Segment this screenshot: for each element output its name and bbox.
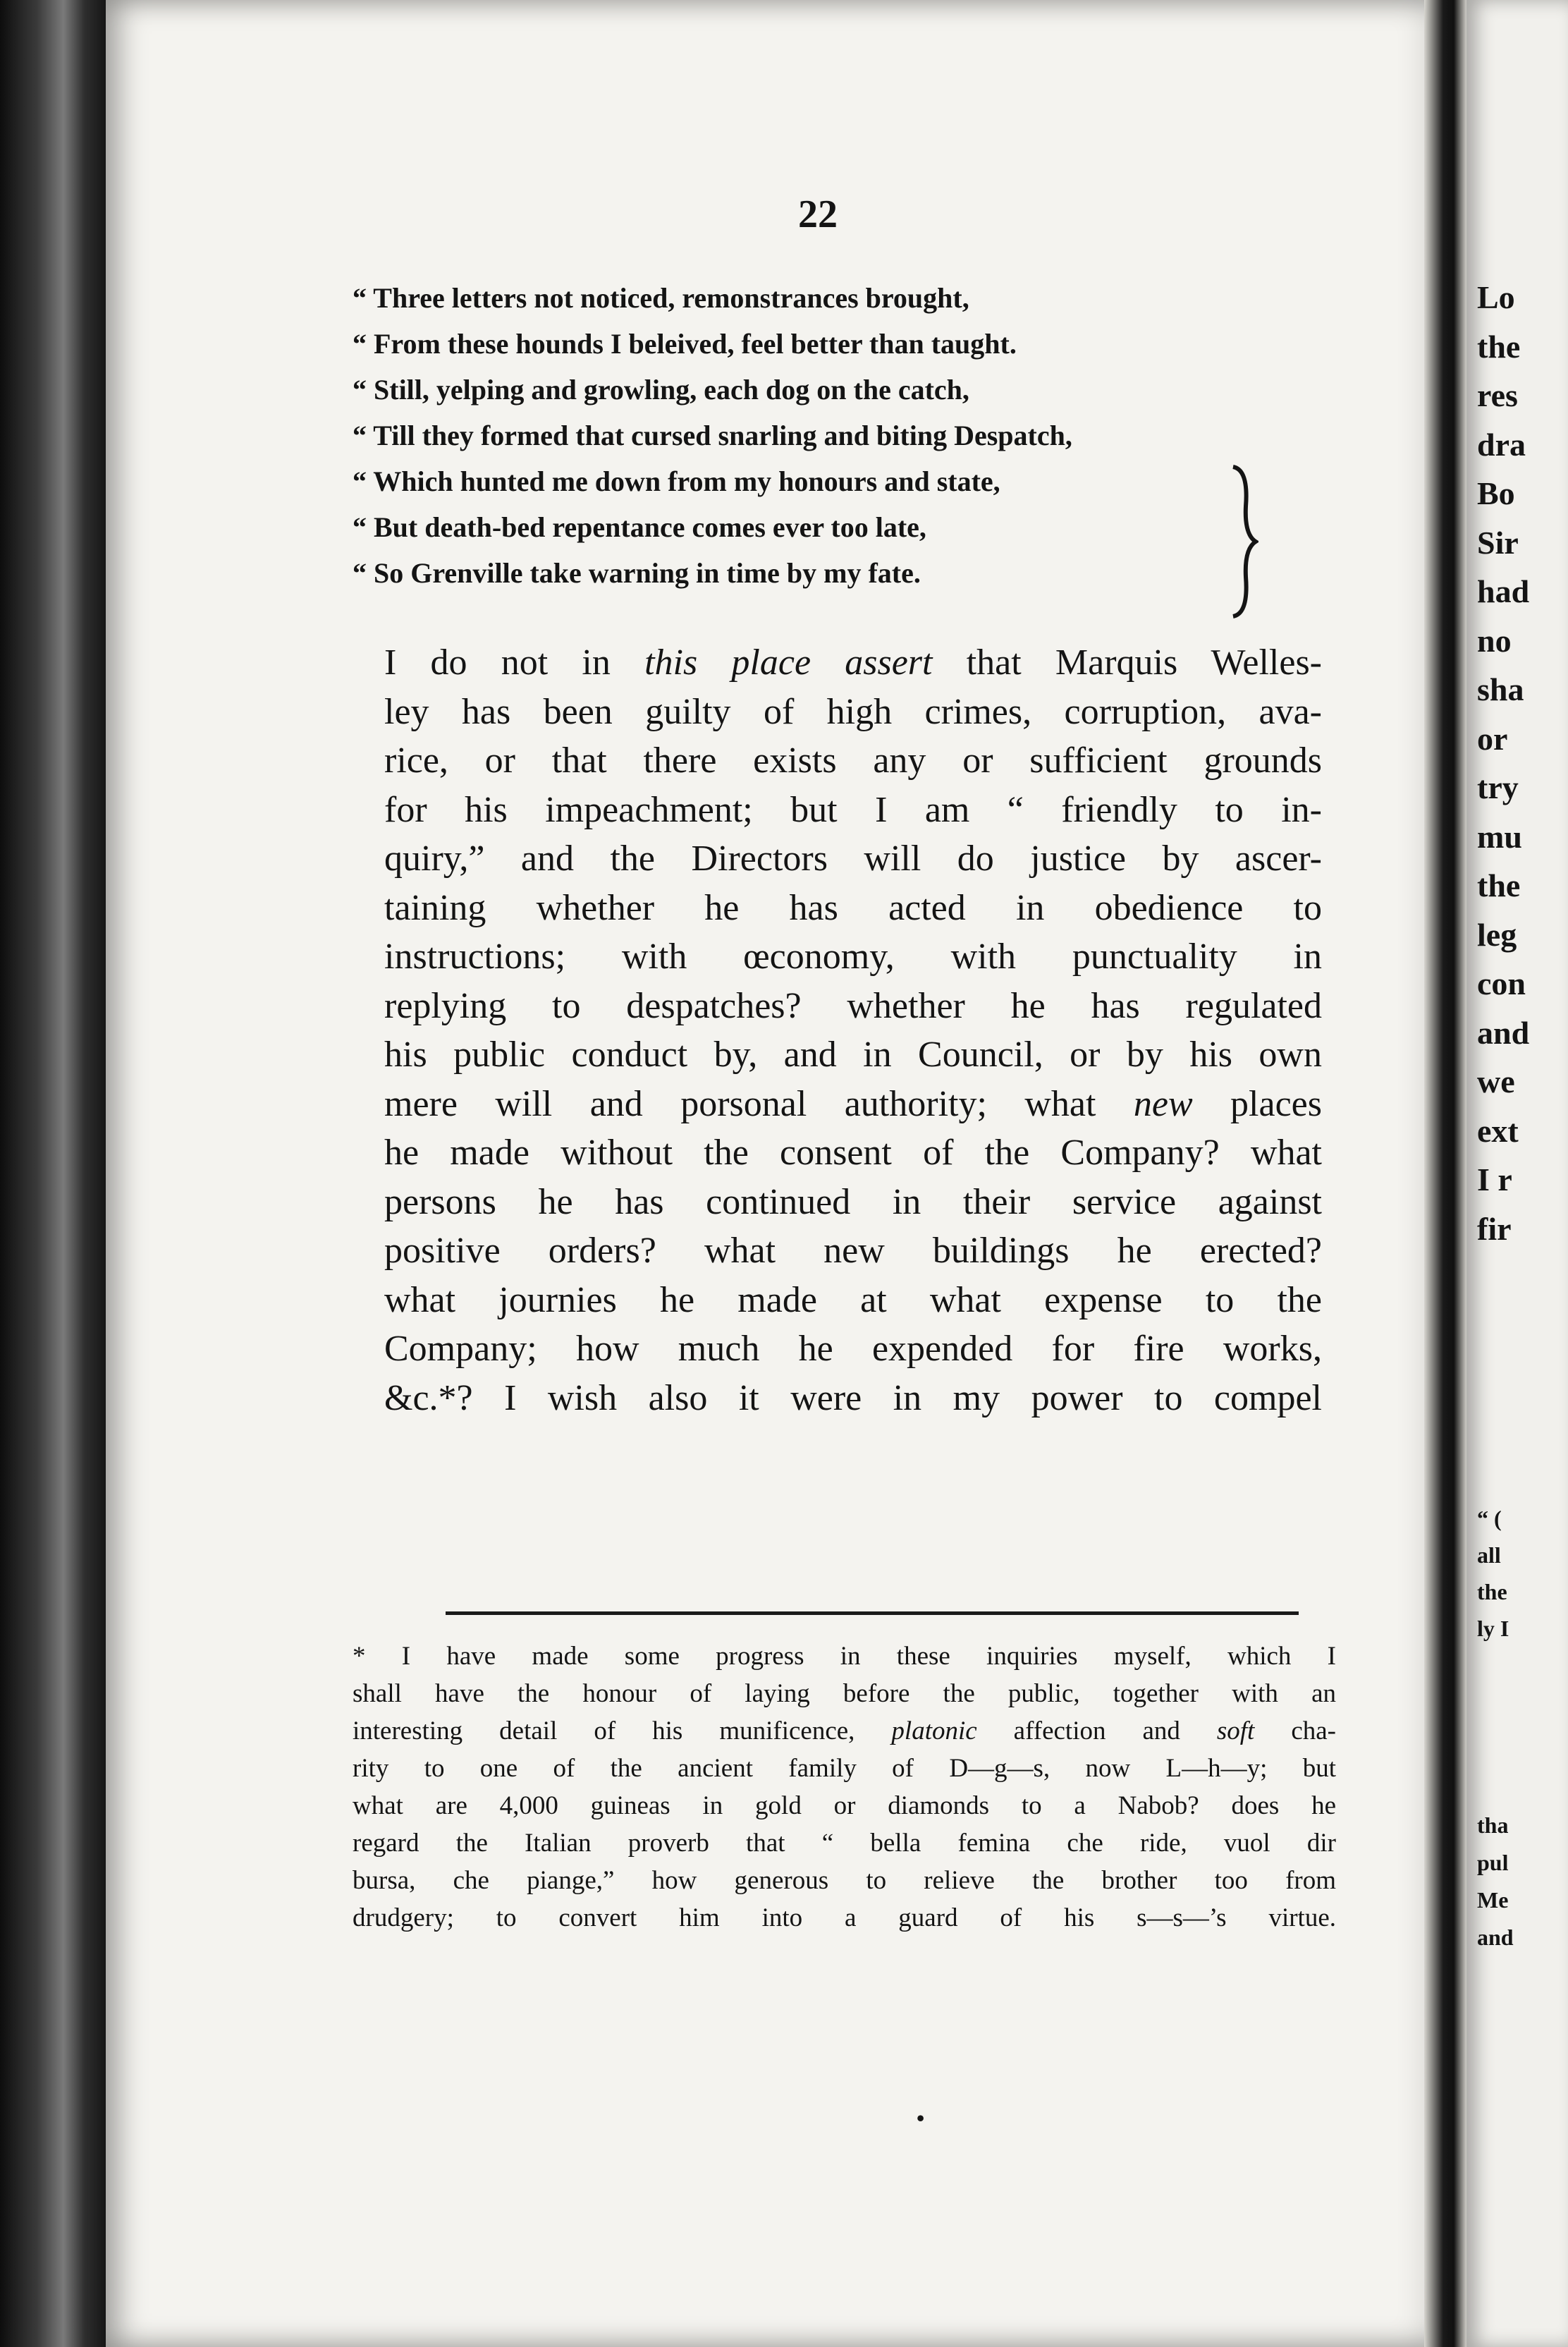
body-line: replying to despatches? whether he has regulated [384,985,1322,1026]
body-line: rice, or that there exists any or sufficient grounds [384,740,1322,781]
footnote-line: * I have made some progress in these inquiries myself, which I [353,1642,1336,1671]
facing-page-fragment: pul [1477,1850,1509,1875]
verse-line: “ But death-bed repentance comes ever too late, [353,511,926,543]
facing-page-fragment: mu [1477,818,1522,855]
facing-page-fragment: the [1477,1579,1507,1604]
facing-page-fragment: sha [1477,671,1524,707]
facing-page-fragment: I r [1477,1162,1512,1197]
facing-page-fragment: res [1477,377,1518,413]
facing-page-fragment: leg [1477,916,1517,953]
footnote-line: what are 4,000 guineas in gold or diamonds to a Nabob? does he [353,1791,1336,1820]
body-line: ley has been guilty of high crimes, corruption, ava- [384,691,1322,732]
verse-block [353,275,1354,596]
footnote [353,1638,1336,1937]
facing-page-fragment: Bo [1477,475,1515,511]
facing-page-fragment: and [1477,1925,1514,1950]
body-line: instructions; with œconomy, with punctuality in [384,937,1322,977]
body-line: he made without the consent of the Company? what [384,1133,1322,1173]
verse-line: “ So Grenville take warning in time by my fate. [353,557,921,589]
footnote-line: shall have the honour of laying before the public, together with an [353,1679,1336,1708]
facing-page-fragment: Me [1477,1887,1509,1913]
facing-page-fragment: or [1477,720,1508,757]
triplet-brace [1230,464,1258,619]
facing-page-fragment: the [1477,867,1521,903]
body-line: taining whether he has acted in obedience to [384,887,1322,928]
facing-page-fragment: ext [1477,1112,1519,1149]
footnote-rule [446,1611,1299,1615]
facing-page-fragment: tha [1477,1812,1509,1838]
footnote-line: interesting detail of his munificence, platonic affection and soft cha- [353,1717,1336,1745]
body-line: what journies he made at what expense to the [384,1279,1322,1320]
verse-line: “ Still, yelping and growling, each dog on the catch, [353,374,969,406]
verse-line: “ Till they formed that cursed snarling and biting Despatch, [353,420,1072,451]
body-line: &c.*? I wish also it were in my power to compel [384,1377,1322,1418]
facing-page-fragment: we [1477,1063,1515,1099]
facing-page-fragment: ly I [1477,1616,1509,1641]
footnote-line: bursa, che piange,” how generous to relieve the brother too from [353,1866,1336,1895]
facing-page-fragment: Sir [1477,524,1519,561]
footnote-line: rity to one of the ancient family of D—g—s, now L—h—y; but [353,1754,1336,1783]
facing-page-fragment: con [1477,965,1526,1001]
body-line: his public conduct by, and in Council, or by his own [384,1035,1322,1075]
book-spine [0,0,106,2347]
facing-page-fragment: “ ( [1477,1506,1502,1531]
body-line: I do not in this place assert that Marquis Welles- [384,642,1323,683]
facing-page-fragment: had [1477,573,1530,609]
verse-line: “ Which hunted me down from my honours and state, [353,465,1000,497]
facing-page-fragment: no [1477,622,1512,659]
body-line: positive orders? what new buildings he erected? [384,1231,1322,1271]
facing-page-fragment: fir [1477,1210,1512,1247]
page-number: 22 [798,193,838,236]
verse-line: “ Three letters not noticed, remonstrances brought, [353,282,969,314]
facing-page-fragment: try [1477,769,1519,805]
facing-page-fragment: the [1477,328,1521,365]
verse-line: “ From these hounds I beleived, feel better than taught. [353,328,1017,360]
facing-page-fragment: and [1477,1014,1530,1051]
page-gutter [1424,0,1466,2347]
body-line: quiry,” and the Directors will do justice by ascer- [384,839,1322,879]
body-line: persons he has continued in their service against [384,1181,1322,1222]
facing-page-fragment: all [1477,1542,1501,1568]
bottom-mark: • [917,2105,925,2130]
body-line: for his impeachment; but I am “ friendly to in- [384,789,1322,830]
main-paragraph [384,638,1322,1422]
footnote-line: drudgery; to convert him into a guard of his s—s—’s virtue. [353,1903,1336,1932]
body-line: mere will and porsonal authority; what new places [384,1083,1322,1124]
body-line: Company; how much he expended for fire works, [384,1329,1322,1369]
footnote-line: regard the Italian proverb that “ bella femina che ride, vuol dir [353,1829,1336,1858]
facing-page-fragment: Lo [1477,279,1515,315]
facing-page-fragment: dra [1477,426,1526,463]
